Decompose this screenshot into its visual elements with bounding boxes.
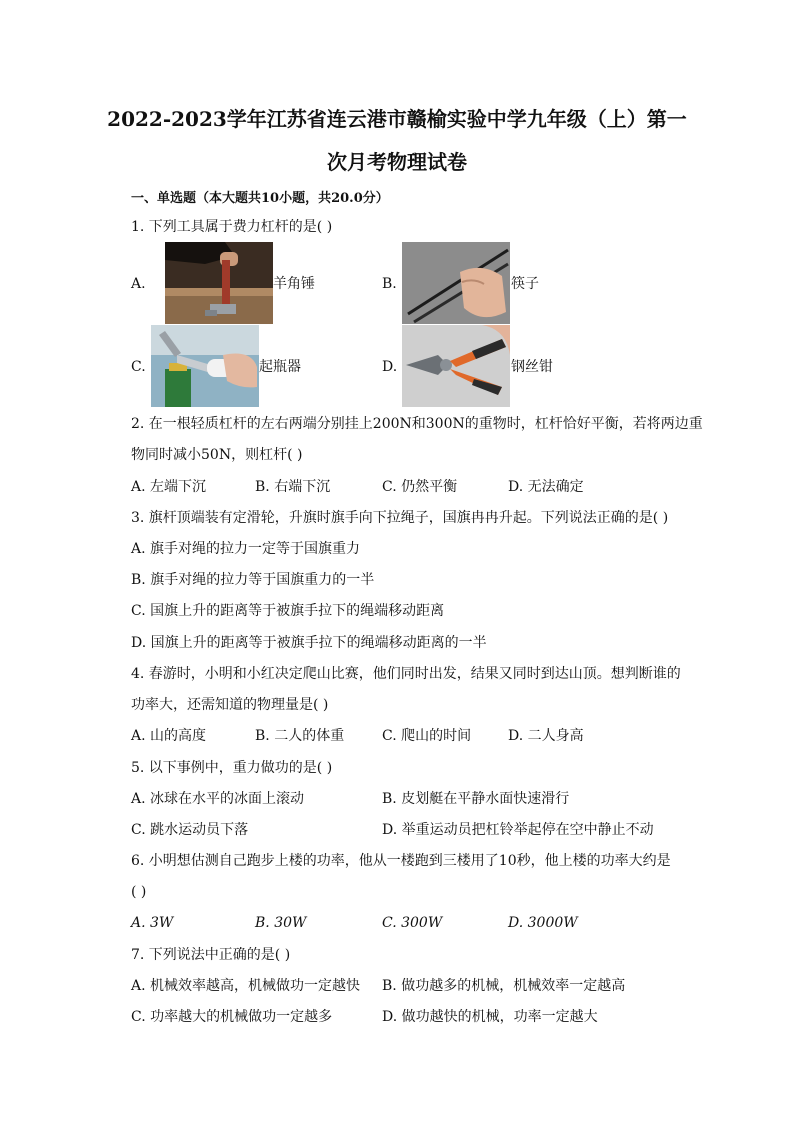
pliers-image xyxy=(402,325,510,407)
q4-option-b: B. 二人的体重 xyxy=(255,728,345,744)
q6-option-c: C. 300W xyxy=(382,915,443,931)
q3-option-a: A. 旗手对绳的拉力一定等于国旗重力 xyxy=(131,541,361,557)
q1-option-b-label: 筷子 xyxy=(511,276,539,292)
q3-option-c: C. 国旗上升的距离等于被旗手拉下的绳端移动距离 xyxy=(131,603,445,619)
q2-option-d: D. 无法确定 xyxy=(508,479,584,495)
bottle-opener-image xyxy=(151,325,259,407)
q5-option-c: C. 跳水运动员下落 xyxy=(131,822,249,838)
section-heading: 一、单选题（本大题共10小题，共20.0分） xyxy=(131,191,389,206)
q1-option-b-letter: B. xyxy=(382,276,397,292)
q1-option-c-letter: C. xyxy=(131,359,146,375)
question-4-stem-line-2: 功率大，还需知道的物理量是( ) xyxy=(131,697,329,713)
q4-option-c: C. 爬山的时间 xyxy=(382,728,472,744)
question-1-stem: 1. 下列工具属于费力杠杆的是( ) xyxy=(131,219,333,235)
q6-option-a: A. 3W xyxy=(131,915,174,931)
claw-hammer-image xyxy=(165,242,273,324)
q7-option-d: D. 做功越快的机械，功率一定越大 xyxy=(382,1009,598,1025)
q7-option-b: B. 做功越多的机械，机械效率一定越高 xyxy=(382,978,626,994)
question-4-stem-line-1: 4. 春游时，小明和小红决定爬山比赛，他们同时出发，结果又同时到达山顶。想判断谁的 xyxy=(131,666,681,682)
q5-option-d: D. 举重运动员把杠铃举起停在空中静止不动 xyxy=(382,822,654,838)
exam-title-line-2: 次月考物理试卷 xyxy=(327,150,467,174)
q6-option-b: B. 30W xyxy=(255,915,307,931)
question-2-stem-line-2: 物同时减小50N，则杠杆( ) xyxy=(131,447,303,463)
q7-option-c: C. 功率越大的机械做功一定越多 xyxy=(131,1009,333,1025)
q4-option-d: D. 二人身高 xyxy=(508,728,584,744)
q6-option-d: D. 3000W xyxy=(508,915,578,931)
q7-option-a: A. 机械效率越高，机械做功一定越快 xyxy=(131,978,361,994)
q3-option-b: B. 旗手对绳的拉力等于国旗重力的一半 xyxy=(131,572,375,588)
question-3-stem: 3. 旗杆顶端装有定滑轮，升旗时旗手向下拉绳子，国旗冉冉升起。下列说法正确的是( ) xyxy=(131,510,669,526)
question-2-stem-line-1: 2. 在一根轻质杠杆的左右两端分别挂上200N和300N的重物时，杠杆恰好平衡，若将两边重 xyxy=(131,416,703,432)
q2-option-a: A. 左端下沉 xyxy=(131,479,207,495)
q1-option-d-label: 钢丝钳 xyxy=(511,359,553,375)
chopsticks-image xyxy=(402,242,510,324)
q5-option-b: B. 皮划艇在平静水面快速滑行 xyxy=(382,791,570,807)
exam-title-line-1: 2022-2023学年江苏省连云港市赣榆实验中学九年级（上）第一 xyxy=(107,107,687,131)
q2-option-c: C. 仍然平衡 xyxy=(382,479,458,495)
q1-option-a-label: 羊角锤 xyxy=(273,276,315,292)
question-5-stem: 5. 以下事例中，重力做功的是( ) xyxy=(131,760,333,776)
question-7-stem: 7. 下列说法中正确的是( ) xyxy=(131,947,291,963)
q1-option-a-letter: A. xyxy=(131,276,146,292)
question-6-stem-line-2: ( ) xyxy=(131,884,147,900)
q1-option-c-label: 起瓶器 xyxy=(259,359,301,375)
q4-option-a: A. 山的高度 xyxy=(131,728,207,744)
q5-option-a: A. 冰球在水平的冰面上滚动 xyxy=(131,791,305,807)
question-6-stem-line-1: 6. 小明想估测自己跑步上楼的功率，他从一楼跑到三楼用了10秒，他上楼的功率大约是 xyxy=(131,853,671,869)
q3-option-d: D. 国旗上升的距离等于被旗手拉下的绳端移动距离的一半 xyxy=(131,635,487,651)
q2-option-b: B. 右端下沉 xyxy=(255,479,331,495)
q1-option-d-letter: D. xyxy=(382,359,398,375)
